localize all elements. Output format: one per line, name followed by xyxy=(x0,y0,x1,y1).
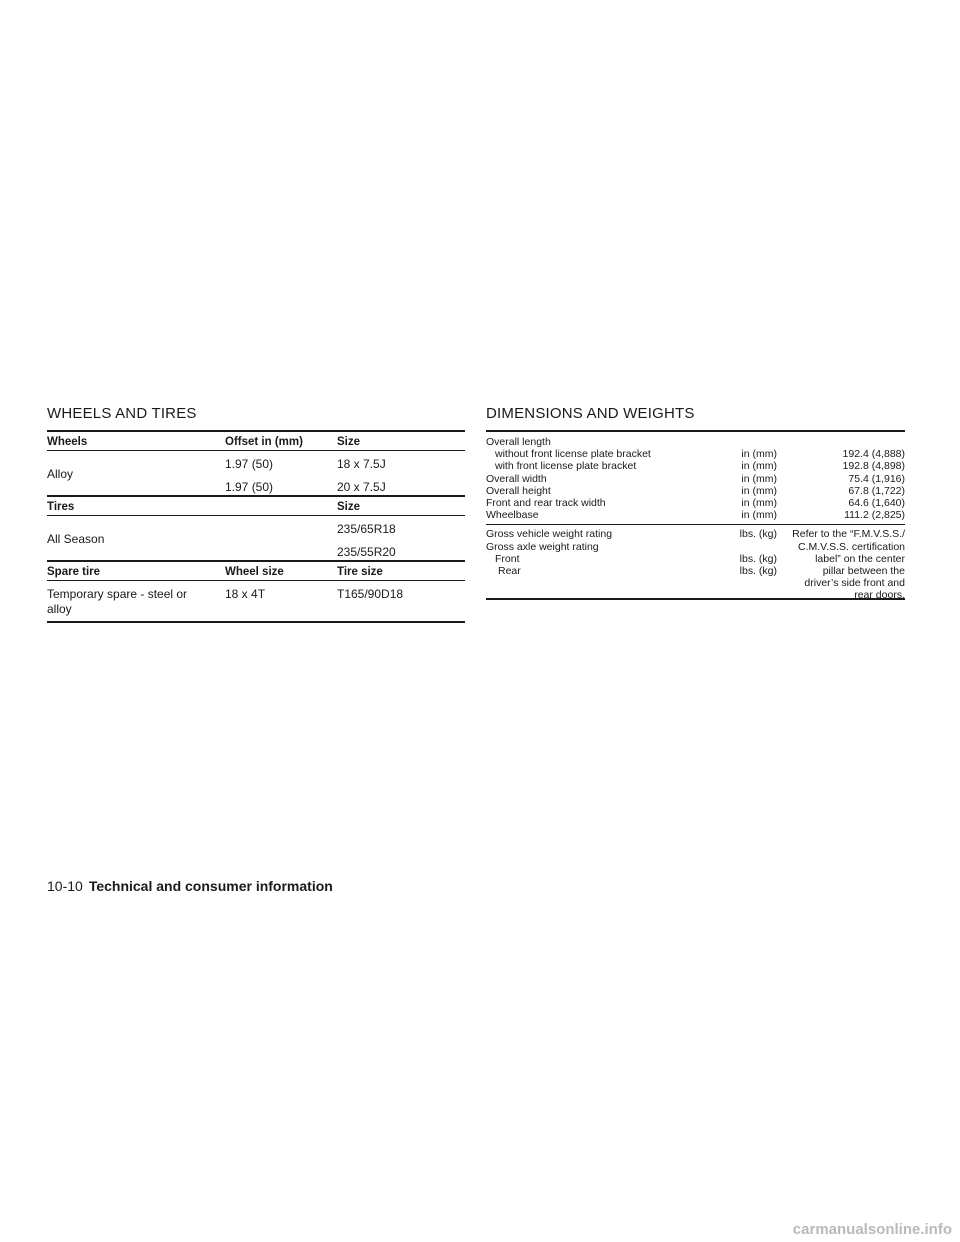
header-wheel-size: Wheel size xyxy=(225,566,284,578)
tires-body xyxy=(47,516,465,560)
dimension-unit: in (mm) xyxy=(741,448,777,461)
wheels-body xyxy=(47,451,465,495)
dimension-value: 75.4 (1,916) xyxy=(848,472,905,485)
spare-body xyxy=(47,581,465,621)
watermark: carmanualsonline.info xyxy=(792,1221,952,1238)
gvwr-unit: lbs. (kg) xyxy=(739,528,777,541)
dimension-row xyxy=(486,485,905,497)
dimension-label: Overall width xyxy=(486,472,547,485)
spare-header-row xyxy=(47,562,465,580)
note-line: driver’s side front and xyxy=(804,577,905,590)
tires-header-row xyxy=(47,497,465,515)
gvwr-label: Gross vehicle weight rating xyxy=(486,528,613,541)
tire-size-2: 235/55R20 xyxy=(337,545,396,559)
spare-type-line1: Temporary spare - steel or xyxy=(47,587,188,601)
dimension-label: Overall height xyxy=(486,484,551,497)
front-unit: lbs. (kg) xyxy=(739,552,777,565)
note-line: C.M.V.S.S. certification xyxy=(798,540,905,553)
section-title-wheels-tires: WHEELS AND TIRES xyxy=(47,405,197,422)
dimension-label: Wheelbase xyxy=(486,509,539,522)
dimension-label: Overall length xyxy=(486,436,551,448)
section-title-dimensions-weights: DIMENSIONS AND WEIGHTS xyxy=(486,405,695,422)
wheel-size-2: 20 x 7.5J xyxy=(337,480,386,494)
tire-size-1: 235/65R18 xyxy=(337,522,396,536)
header-wheels: Wheels xyxy=(47,436,88,448)
page-number: 10-10 xyxy=(47,878,83,894)
spare-type-line2: alloy xyxy=(47,602,72,616)
dimension-label: without front license plate bracket xyxy=(495,448,651,461)
wheels-header-row xyxy=(47,432,465,450)
dimensions-block xyxy=(486,432,905,524)
weights-block xyxy=(486,525,905,602)
spare-tire-size: T165/90D18 xyxy=(337,587,404,601)
header-spare-tire-size: Tire size xyxy=(337,566,383,578)
spare-wheel-size: 18 x 4T xyxy=(225,587,266,601)
wheel-type: Alloy xyxy=(47,467,74,481)
dimensions-table xyxy=(486,430,905,600)
rear-unit: lbs. (kg) xyxy=(739,564,777,577)
dimension-value: 67.8 (1,722) xyxy=(848,484,905,497)
header-size: Size xyxy=(337,436,361,448)
dimension-row xyxy=(486,460,905,472)
header-tires: Tires xyxy=(47,501,75,513)
rear-label: Rear xyxy=(498,564,521,577)
dimension-value: 111.2 (2,825) xyxy=(844,509,905,522)
note-line: Refer to the “F.M.V.S.S./ xyxy=(792,528,905,541)
dimension-unit: in (mm) xyxy=(741,472,777,485)
note-line: rear doors. xyxy=(854,589,905,602)
dimension-unit: in (mm) xyxy=(741,460,777,473)
wheels-tires-table xyxy=(47,430,465,623)
dimension-unit: in (mm) xyxy=(741,484,777,497)
dimension-row xyxy=(486,509,905,521)
dimension-value: 192.4 (4,888) xyxy=(842,448,905,461)
dimension-row xyxy=(486,497,905,509)
dimension-label: Front and rear track width xyxy=(486,496,606,509)
note-line: pillar between the xyxy=(822,564,905,577)
dimension-label: with front license plate bracket xyxy=(495,460,637,473)
chapter-title: Technical and consumer information xyxy=(88,878,333,894)
header-tire-size: Size xyxy=(337,501,361,513)
wheel-offset-2: 1.97 (50) xyxy=(225,480,274,494)
front-label: Front xyxy=(495,552,520,565)
wheel-size-1: 18 x 7.5J xyxy=(337,457,386,471)
dimension-row xyxy=(486,473,905,485)
dimension-value: 192.8 (4,898) xyxy=(842,460,905,473)
dimension-unit: in (mm) xyxy=(741,496,777,509)
header-spare-tire: Spare tire xyxy=(47,566,101,578)
weight-rating-note xyxy=(765,528,905,601)
page-footer xyxy=(47,878,333,894)
tire-type: All Season xyxy=(47,532,105,546)
dimension-unit: in (mm) xyxy=(741,509,777,522)
dimension-row xyxy=(486,448,905,460)
dimension-value: 64.6 (1,640) xyxy=(848,496,905,509)
wheel-offset-1: 1.97 (50) xyxy=(225,457,274,471)
table-rule xyxy=(47,621,465,623)
gawr-label: Gross axle weight rating xyxy=(486,540,599,553)
dimension-row xyxy=(486,436,905,448)
header-offset: Offset in (mm) xyxy=(225,436,303,448)
note-line: label” on the center xyxy=(815,552,905,565)
